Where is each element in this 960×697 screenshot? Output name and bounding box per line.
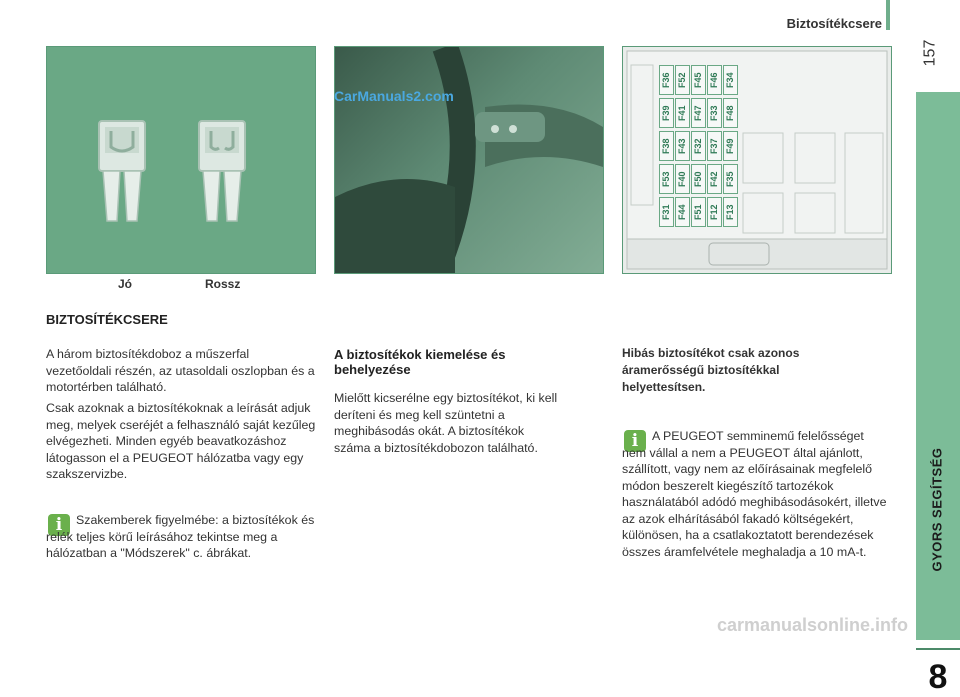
fuse-slot-label: F33: [707, 98, 722, 128]
steering-wheel-drawing: [335, 47, 603, 273]
fuse-slot-label: F37: [707, 131, 722, 161]
info-icon: i: [624, 430, 646, 452]
fuse-box-diagram: [622, 46, 892, 274]
section-title: BIZTOSÍTÉKCSERE: [46, 312, 168, 327]
fuse-good-icon: [99, 121, 145, 221]
watermark-top: CarManuals2.com: [334, 88, 454, 104]
fuse-slot-label: F50: [691, 164, 706, 194]
fuse-slot-label: F46: [707, 65, 722, 95]
fuse-slot-label: F36: [659, 65, 674, 95]
info-icon: i: [48, 514, 70, 536]
page-header-title: Biztosítékcsere: [786, 16, 882, 31]
fuse-bad-icon: [199, 121, 245, 221]
fuse-bad-label: Rossz: [205, 277, 241, 291]
chapter-number: 8: [928, 658, 948, 696]
fuse-slot-label: F41: [675, 98, 690, 128]
fuse-slot-label: F13: [723, 197, 738, 227]
col1-info-text: Szakemberek figyelmébe: a biztosítékok és relék teljes körű leírásához tekintse meg a hálózatban a "Módszerek" c. ábrákat.: [46, 513, 315, 560]
fuse-slot-label: F49: [723, 131, 738, 161]
header-rule: [886, 0, 890, 30]
fuse-slot-label: F32: [691, 131, 706, 161]
fuse-slot-label: F51: [691, 197, 706, 227]
fuse-slot-label: F34: [723, 65, 738, 95]
fuse-slot-label: F48: [723, 98, 738, 128]
page-number: 157: [921, 39, 939, 67]
col1-paragraph-1: A három biztosítékdoboz a műszerfal vezetőoldali részén, az utasoldali oszlopban és a motortérben található.: [46, 347, 315, 394]
fuse-label-grid: [659, 65, 739, 235]
watermark-bottom: carmanualsonline.info: [716, 615, 908, 635]
fuse-slot-label: F52: [675, 65, 690, 95]
fuse-slot-label: F38: [659, 131, 674, 161]
fuse-drawing: [47, 47, 315, 273]
col2-heading: A biztosítékok kiemelése és behelyezése: [334, 347, 506, 377]
fuse-slot-label: F44: [675, 197, 690, 227]
fuse-slot-label: F35: [723, 164, 738, 194]
col3-info-text: A PEUGEOT semminemű felelősséget nem vállal a nem a PEUGEOT által ajánlott, szállított, vagy nem az előírásainak megfelelő módon beszerelt kiegészítő tartozékok használatából adódó meghibásodásokért, illetve az azok elhárításából fakadó költségekért, különösen, ha a csatlakoztatott berendezések összes áramfelvétele meghaladja a 10 mA-t.: [622, 429, 887, 559]
fuse-slot-label: F47: [691, 98, 706, 128]
fuse-slot-label: F39: [659, 98, 674, 128]
fuse-good-label: Jó: [118, 277, 133, 291]
fuse-slot-label: F45: [691, 65, 706, 95]
fuse-illustration: [46, 46, 316, 274]
fuse-slot-label: F43: [675, 131, 690, 161]
fuse-slot-label: F12: [707, 197, 722, 227]
side-tab-label: GYORS SEGÍTSÉG: [929, 447, 945, 572]
chapter-side-tab: [916, 92, 960, 696]
fuse-slot-label: F42: [707, 164, 722, 194]
col3-warning-note: Hibás biztosítékot csak azonos áramerősségű biztosítékkal helyettesítsen.: [622, 346, 800, 394]
side-tab-separator: [916, 648, 960, 650]
side-tab-label-wrap: [922, 392, 954, 642]
steering-wheel-photo: [334, 46, 604, 274]
col1-paragraph-2: Csak azoknak a biztosítékoknak a leírását adjuk meg, melyek cseréjét a felhasználó saját kezűleg elvégezheti. Minden egyéb beavatkozáshoz látogasson el a PEUGEOT hálózatba vagy egy szakszervizbe.: [46, 401, 316, 481]
fuse-slot-label: F53: [659, 164, 674, 194]
col2-paragraph: Mielőtt kicserélne egy biztosítékot, ki kell deríteni és meg kell szüntetni a meghibásodás okát. A biztosítékok száma a biztosítékdobozon található.: [334, 391, 558, 455]
fuse-slot-label: F40: [675, 164, 690, 194]
fuse-slot-label: F31: [659, 197, 674, 227]
